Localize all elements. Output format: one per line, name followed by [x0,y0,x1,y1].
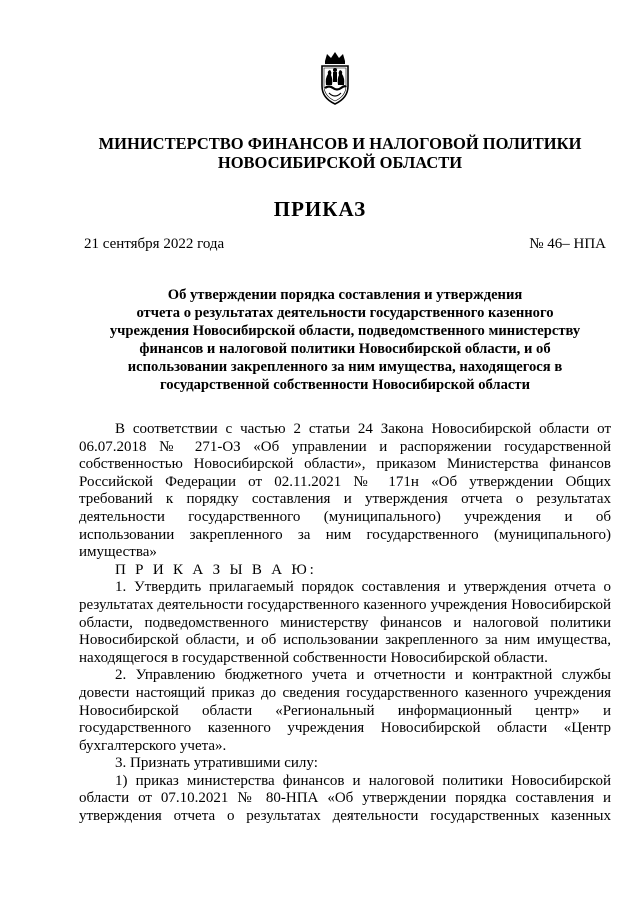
order-date: 21 сентября 2022 года [84,236,225,252]
order-word: П Р И К А З Ы В А Ю: [115,561,317,578]
ministry-line-2: НОВОСИБИРСКОЙ ОБЛАСТИ [217,153,463,172]
preamble-paragraph: В соответствии с частью 2 статьи 24 Закона Новосибирской области от 06.07.2018 № 271-ОЗ «Об управлении и распоряжении государственной собственностью Новосибирской области», приказом Министерства финансов Российской Федерации от 02.11.2021 № 171н «Об утверждении Общих требований к порядку составления и утверждения отчета о результатах деятельности государственного (муниципального) учреждения и об использовании закрепленного за ним государственного (муниципального) имущества» [79,421,611,561]
order-item-3-subitem-1: 1) приказ министерства финансов и налоговой политики Новосибирской области от 07.10.2021 № 80-НПА «Об утверждении порядка составления и утверждения отчета о результатах деятельности государственных казенных [79,772,611,825]
order-item-3: 3. Признать утратившими силу: [115,755,318,772]
subject-line: государственной собственности Новосибирской области [160,377,530,393]
order-subject [80,286,610,394]
subject-line: Об утверждении порядка составления и утверждения [167,287,523,303]
coat-of-arms-icon [313,52,357,106]
subject-line: использовании закрепленного за ним имущества, находящегося в [127,359,563,375]
order-item-1: 1. Утвердить прилагаемый порядок составления и утверждения отчета о результатах деятельности государственного казенного учреждения Новосибирской области, подведомственного министерству финансов и налоговой политики Новосибирской области, и об использовании закрепленного за ним имущества, находящегося в государственной собственности Новосибирской области. [79,579,611,666]
order-item-2: 2. Управлению бюджетного учета и отчетности и контрактной службы довести настоящий приказ до сведения государственного казенного учреждения Новосибирской области «Региональный информационный центр» и государственного казенного учреждения Новосибирской области «Центр бухгалтерского учета». [79,667,611,754]
subject-line: отчета о результатах деятельности государственного казенного [136,305,554,321]
subject-line: финансов и налоговой политики Новосибирской области, и об [139,341,551,357]
subject-line: учреждения Новосибирской области, подведомственного министерству [109,323,581,339]
order-number: № 46– НПА [529,236,606,252]
ministry-line-1: МИНИСТЕРСТВО ФИНАНСОВ И НАЛОГОВОЙ ПОЛИТИКИ [98,134,582,153]
document-type-title: ПРИКАЗ [273,197,367,221]
ministry-name [60,134,620,172]
order-body [79,421,611,826]
